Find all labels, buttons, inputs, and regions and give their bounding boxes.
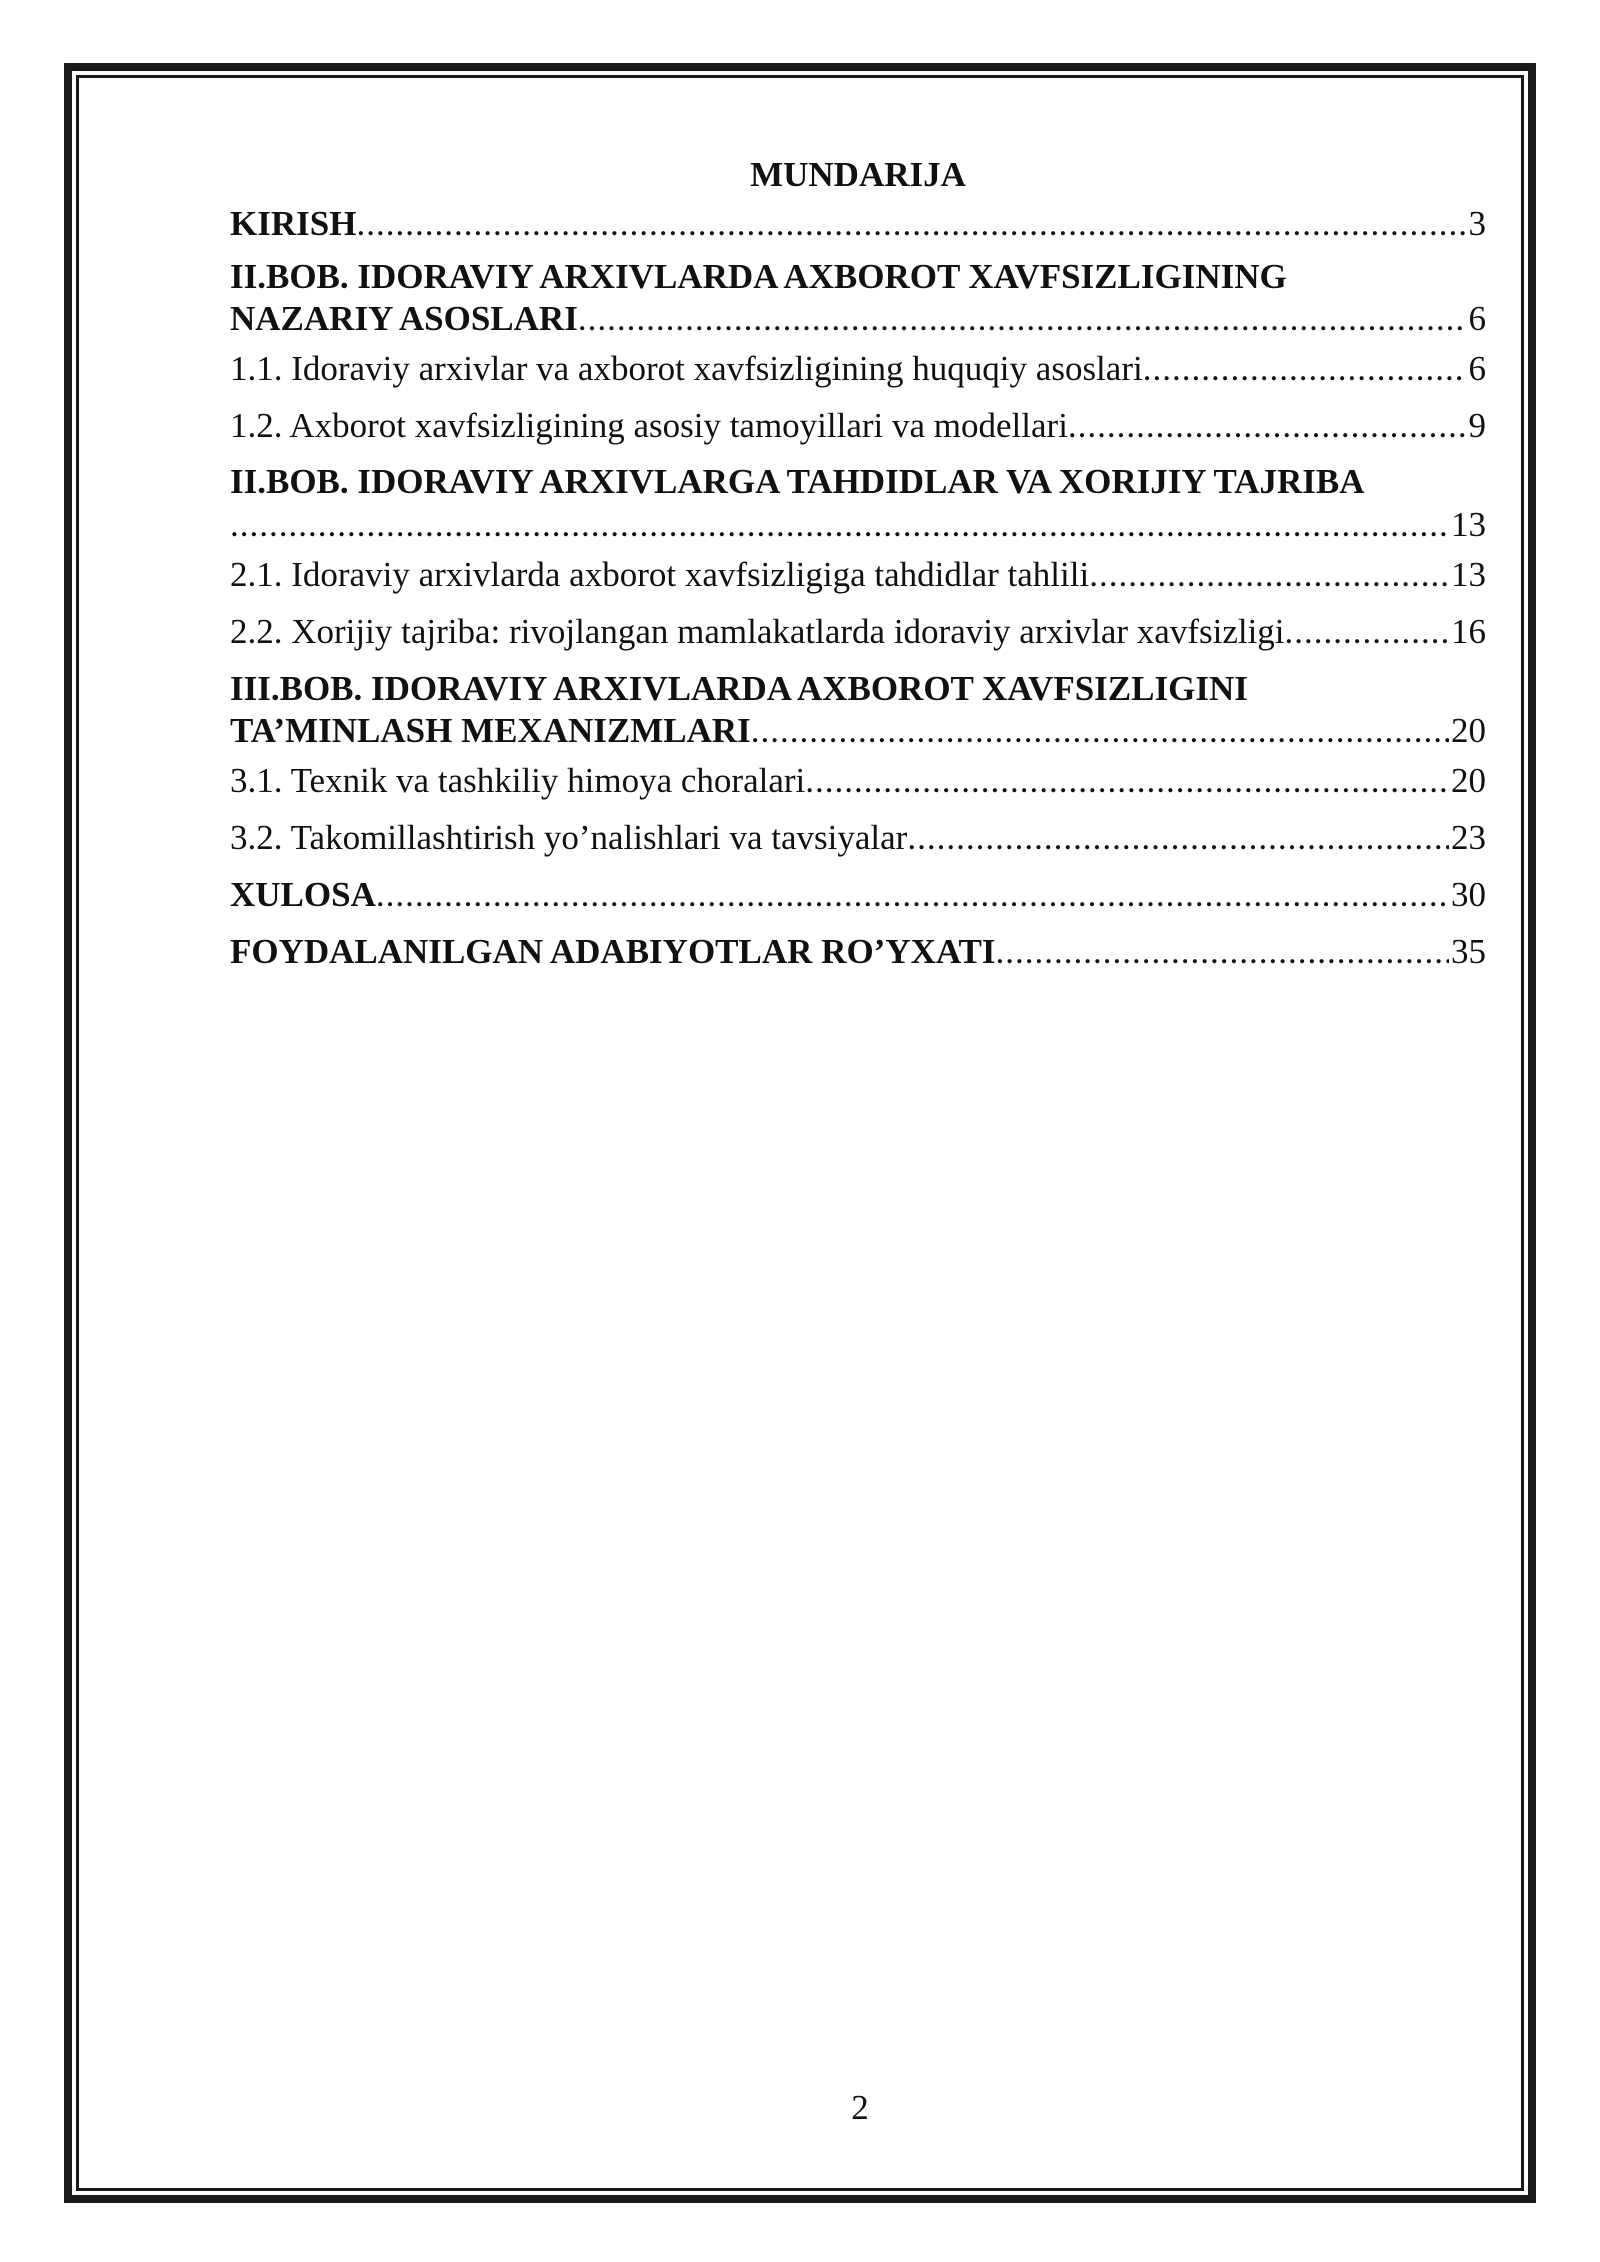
leader-dots: [751, 710, 1449, 752]
leader-dots: [1285, 603, 1449, 660]
toc-entry-page: 6: [1468, 349, 1486, 388]
toc-entry-label: 3.1. Texnik va tashkiliy himoya choralari: [230, 761, 806, 800]
toc-entry-label: 2.2. Xorijiy tajriba: rivojlangan mamlakatlarda idoraviy arxivlar xavfsizligi: [230, 612, 1285, 651]
toc-entry-label: 2.1. Idoraviy arxivlarda axborot xavfsizligiga tahdidlar tahlili: [230, 555, 1090, 594]
leader-dots: [996, 923, 1449, 980]
toc-entry-chapter-3[interactable]: [230, 668, 1486, 752]
leader-dots: [230, 503, 1449, 546]
toc-entry-label: 3.2. Takomillashtirish yo’nalishlari va tavsiyalar: [230, 818, 908, 857]
toc-entry-2-1[interactable]: [230, 546, 1486, 603]
toc-entry-page: 16: [1451, 612, 1486, 651]
toc-entry-page: 13: [1451, 505, 1486, 544]
leader-dots: [376, 866, 1449, 923]
toc-entry-label-line1: II.BOB. IDORAVIY ARXIVLARGA TAHDIDLAR VA XORIJIY TAJRIBA: [230, 462, 1365, 501]
page-number: 2: [851, 2088, 869, 2127]
toc-entry-1-2[interactable]: [230, 397, 1486, 454]
leader-dots: [1089, 546, 1449, 603]
toc-entry-3-2[interactable]: [230, 809, 1486, 866]
toc-entry-label: XULOSA: [230, 875, 376, 914]
toc-entry-label: KIRISH: [230, 204, 357, 243]
toc-entry-page: 23: [1451, 818, 1486, 857]
toc-entry-label-line1: II.BOB. IDORAVIY ARXIVLARDA AXBOROT XAVFSIZLIGINING: [230, 257, 1287, 296]
toc-entry-label-line1: III.BOB. IDORAVIY ARXIVLARDA AXBOROT XAVFSIZLIGINI: [230, 669, 1248, 708]
toc-entry-page: 35: [1451, 932, 1486, 971]
toc-entry-page: 20: [1451, 711, 1486, 750]
toc-entry-page: 20: [1451, 761, 1486, 800]
toc-entry-label: TA’MINLASH MEXANIZMLARI: [230, 711, 751, 750]
toc-entry-page: 3: [1468, 204, 1486, 243]
toc-entry-references[interactable]: [230, 923, 1486, 980]
toc-entry-page: 9: [1468, 406, 1486, 445]
table-of-contents: [230, 150, 1486, 980]
toc-title: MUNDARIJA: [750, 155, 966, 194]
toc-entry-chapter-1[interactable]: [230, 256, 1486, 340]
toc-entry-2-2[interactable]: [230, 603, 1486, 660]
toc-entry-page: 6: [1468, 299, 1486, 338]
toc-entry-3-1[interactable]: [230, 752, 1486, 809]
leader-dots: [1068, 397, 1467, 454]
leader-dots: [805, 752, 1449, 809]
toc-entry-label: FOYDALANILGAN ADABIYOTLAR RO’YXATI: [230, 932, 996, 971]
leader-dots: [1143, 340, 1467, 397]
toc-entry-chapter-2[interactable]: [230, 460, 1486, 546]
toc-entry-label: 1.1. Idoraviy arxivlar va axborot xavfsizligining huquqiy asoslari: [230, 349, 1143, 388]
toc-entry-1-1[interactable]: [230, 340, 1486, 397]
toc-entry-xulosa[interactable]: [230, 866, 1486, 923]
toc-entry-page: 30: [1451, 875, 1486, 914]
toc-entry-label: 1.2. Axborot xavfsizligining asosiy tamoyillari va modellari: [230, 406, 1068, 445]
leader-dots: [907, 809, 1449, 866]
leader-dots: [356, 200, 1466, 248]
toc-entry-label: NAZARIY ASOSLARI: [230, 299, 578, 338]
leader-dots: [578, 298, 1467, 340]
toc-entry-kirish[interactable]: [230, 200, 1486, 248]
toc-entry-page: 13: [1451, 555, 1486, 594]
